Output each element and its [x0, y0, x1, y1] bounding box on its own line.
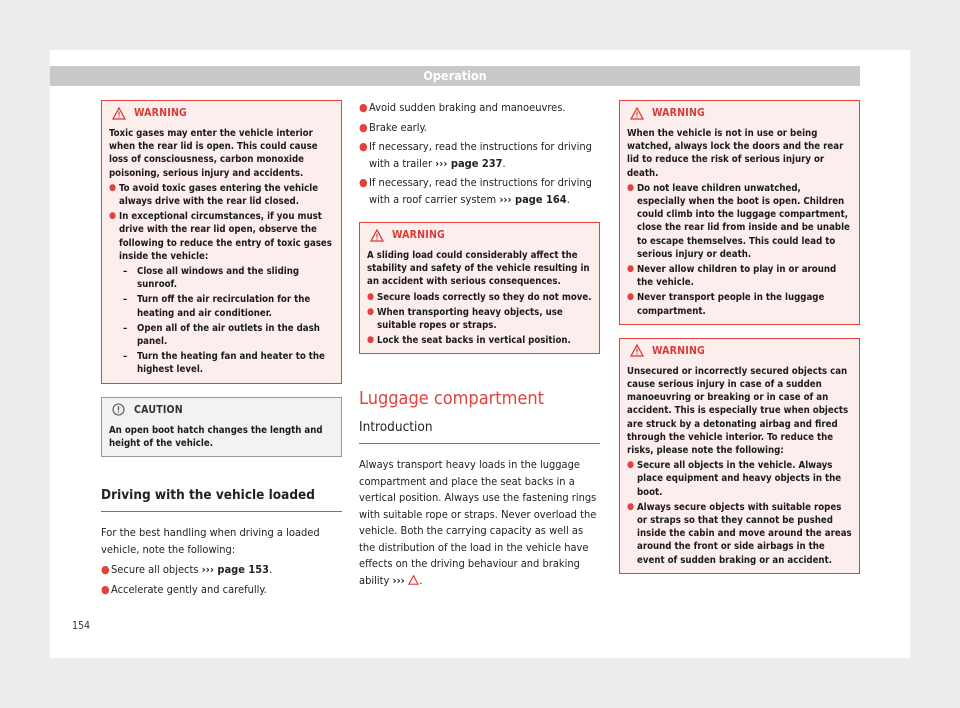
intro-text: Always transport heavy loads in the luggage compartment and place the seat backs in a vertical position. Always use the fastening rings with suitable rope or straps. Never overload the vehicle. Both the carrying capacity as well as the distribution of the load in the vehicle have effects on the driving behaviour and braking ability	[359, 458, 597, 587]
arrow-icon: ›››	[499, 192, 512, 206]
page-reference-link[interactable]	[435, 157, 502, 170]
list-item-end: .	[502, 156, 506, 170]
list-item	[101, 562, 342, 579]
warning-dash-text: Open all of the air outlets in the dash panel.	[137, 322, 320, 348]
dash-icon: –	[123, 294, 128, 306]
bullet-icon: ●	[359, 101, 368, 114]
column-middle	[359, 100, 600, 589]
warning-bullet-text: To avoid toxic gases entering the vehicle always drive with the rear lid closed.	[119, 182, 319, 208]
warning-body	[620, 363, 859, 573]
bullet-icon: ●	[359, 120, 368, 134]
column-left	[101, 100, 342, 598]
caution-body	[102, 422, 341, 456]
list-item-text	[369, 139, 600, 172]
warning-intro: When the vehicle is not in use or being watched, always lock the doors and the rear lid to reduce the risk of serious injury or death.	[627, 128, 844, 179]
warning-bullet	[109, 182, 334, 208]
warning-intro: Unsecured or incorrectly secured objects can cause serious injury in case of a sudden manoeuvring or breaking or in case of an accident. This is especially true when objects are struck by a detonating airbag and fired through the vehicle interior. To reduce the risks, please note the following:	[627, 365, 849, 457]
warning-bullet	[109, 210, 334, 263]
warning-triangle-icon	[630, 107, 644, 120]
list-item-label: If necessary, read the instructions for driving with a roof carrier system	[369, 176, 592, 206]
warning-dash-text: Close all windows and the sliding sunroof.	[137, 266, 300, 291]
arrow-icon: ›››	[435, 156, 448, 170]
bullet-icon: ●	[367, 335, 375, 346]
bullet-icon: ●	[109, 182, 117, 193]
list-item-label: Secure all objects	[111, 563, 199, 577]
bullet-icon: ●	[359, 140, 368, 153]
bullet-icon: ●	[627, 501, 635, 512]
column-right	[619, 100, 860, 574]
warning-bullet-text: Do not leave children unwatched, especially when the boot is open. Children could climb into the luggage compartment, close the rear lid from inside and be unable to escape themselves. This could lead to serious injury or death.	[637, 182, 850, 260]
bullet-icon: ●	[109, 211, 117, 222]
page-reference-label: page 237	[450, 156, 503, 170]
warning-dash-item	[109, 265, 334, 291]
warning-bullet	[627, 459, 852, 499]
section-title: Driving with the vehicle loaded	[101, 487, 342, 512]
list-item-text: Avoid sudden braking and manoeuvres.	[369, 101, 566, 114]
caution-header	[102, 398, 341, 422]
warning-triangle-icon	[408, 575, 419, 585]
list-item	[359, 175, 600, 208]
dash-icon: –	[123, 266, 128, 278]
intro-paragraph: Always transport heavy loads in the luggage compartment and place the seat backs in a vertical position. Always use the fastening rings with suitable rope or straps. Never overload the vehicle. Both the carrying capacity as well as the distribution of the load in the vehicle have effects on the driving behaviour and braking ability ››› .	[359, 458, 597, 587]
warning-bullet	[627, 501, 852, 567]
list-item-text: Brake early.	[369, 120, 427, 134]
list-item-text	[111, 562, 272, 579]
warning-bullet-text: Never transport people in the luggage compartment.	[637, 292, 825, 317]
warning-triangle-icon	[112, 107, 126, 120]
section-body	[101, 525, 342, 598]
bullet-list	[359, 100, 600, 208]
bullet-icon: ●	[359, 176, 368, 189]
list-item-text	[369, 175, 600, 208]
warning-reference-link[interactable]	[393, 574, 420, 587]
warning-box-sliding-load	[359, 222, 600, 354]
caution-box	[101, 397, 342, 457]
bullet-icon: ●	[627, 460, 635, 471]
page-reference-label: page 153	[217, 563, 270, 577]
warning-bullet	[627, 182, 852, 261]
list-item-end: .	[566, 192, 570, 206]
chapter-title: Luggage compartment	[359, 388, 544, 410]
warning-box-toxic-gases	[101, 100, 342, 384]
warning-bullet	[367, 306, 592, 332]
warning-bullet-text: Lock the seat backs in vertical position.	[377, 335, 571, 347]
warning-bullet	[627, 291, 852, 317]
list-item	[359, 139, 600, 172]
warning-triangle-icon	[630, 344, 644, 357]
warning-header	[360, 223, 599, 247]
page-reference-link[interactable]	[202, 563, 269, 576]
caution-label: CAUTION	[134, 403, 183, 416]
warning-intro: A sliding load could considerably affect the stability and safety of the vehicle resulting in an accident with serious consequences.	[367, 250, 590, 288]
warning-dash-item	[109, 350, 334, 376]
warning-label: WARNING	[652, 107, 706, 119]
warning-dash-item	[109, 293, 334, 319]
warning-label: WARNING	[652, 344, 706, 357]
warning-bullet	[367, 291, 592, 304]
bullet-icon: ●	[627, 292, 635, 303]
bullet-icon: ●	[627, 264, 635, 275]
warning-intro: Toxic gases may enter the vehicle interior when the rear lid is open. This could cause loss of consciousness, carbon monoxide poisoning, serious injury and accidents.	[109, 128, 318, 179]
warning-triangle-icon	[370, 229, 384, 242]
warning-bullet-text: In exceptional circumstances, if you must drive with the rear lid open, observe the following to reduce the entry of toxic gases inside the vehicle:	[119, 211, 332, 262]
bullet-icon: ●	[367, 291, 375, 302]
warning-bullet	[627, 263, 852, 289]
warning-bullet-text: Secure loads correctly so they do not move.	[377, 291, 592, 303]
warning-label: WARNING	[392, 229, 446, 241]
warning-label: WARNING	[134, 107, 188, 119]
arrow-icon: ›››	[201, 563, 214, 577]
warning-bullet-text: Always secure objects with suitable ropes or straps so that they cannot be pushed inside the cabin and move around the areas around the front or side airbags in the event of sudden braking or an accident.	[637, 501, 852, 566]
warning-box-children	[619, 100, 860, 325]
page-reference-link[interactable]	[499, 193, 566, 206]
dash-icon: –	[123, 322, 128, 334]
list-item	[359, 100, 600, 117]
arrow-icon: ›››	[392, 573, 405, 587]
list-item-text: Accelerate gently and carefully.	[111, 582, 267, 596]
list-item	[359, 120, 600, 137]
warning-header	[102, 101, 341, 125]
caution-circle-icon	[112, 403, 125, 416]
warning-bullet-text: When transporting heavy objects, use suitable ropes or straps.	[377, 306, 563, 332]
list-item	[101, 582, 342, 599]
warning-dash-text: Turn off the air recirculation for the heating and air conditioner.	[137, 294, 311, 319]
bullet-icon: ●	[367, 306, 375, 317]
warning-dash-item	[109, 322, 334, 348]
dash-icon: –	[123, 351, 128, 363]
warning-bullet	[367, 334, 592, 347]
warning-bullet-text: Secure all objects in the vehicle. Always place equipment and heavy objects in the boot.	[637, 460, 842, 498]
section-intro: For the best handling when driving a loaded vehicle, note the following:	[101, 526, 320, 556]
warning-header	[620, 101, 859, 125]
list-item-label: If necessary, read the instructions for driving with a trailer	[369, 140, 592, 170]
warning-body	[102, 125, 341, 383]
warning-header	[620, 339, 859, 363]
warning-dash-text: Turn the heating fan and heater to the highest level.	[137, 351, 325, 376]
warning-box-unsecured-objects	[619, 338, 860, 574]
warning-body	[620, 125, 859, 324]
list-item-end: .	[269, 563, 273, 577]
bullet-icon: ●	[101, 582, 110, 596]
caution-text: An open boot hatch changes the length and height of the vehicle.	[109, 424, 323, 449]
bullet-icon: ●	[627, 182, 635, 193]
page-header: Operation	[50, 66, 860, 86]
warning-body	[360, 247, 599, 353]
bullet-icon: ●	[101, 563, 110, 577]
page-number: 154	[72, 620, 91, 632]
page-reference-label: page 164	[515, 192, 567, 206]
warning-bullet-text: Never allow children to play in or around the vehicle.	[637, 264, 837, 289]
chapter-subtitle: Introduction	[359, 419, 600, 444]
